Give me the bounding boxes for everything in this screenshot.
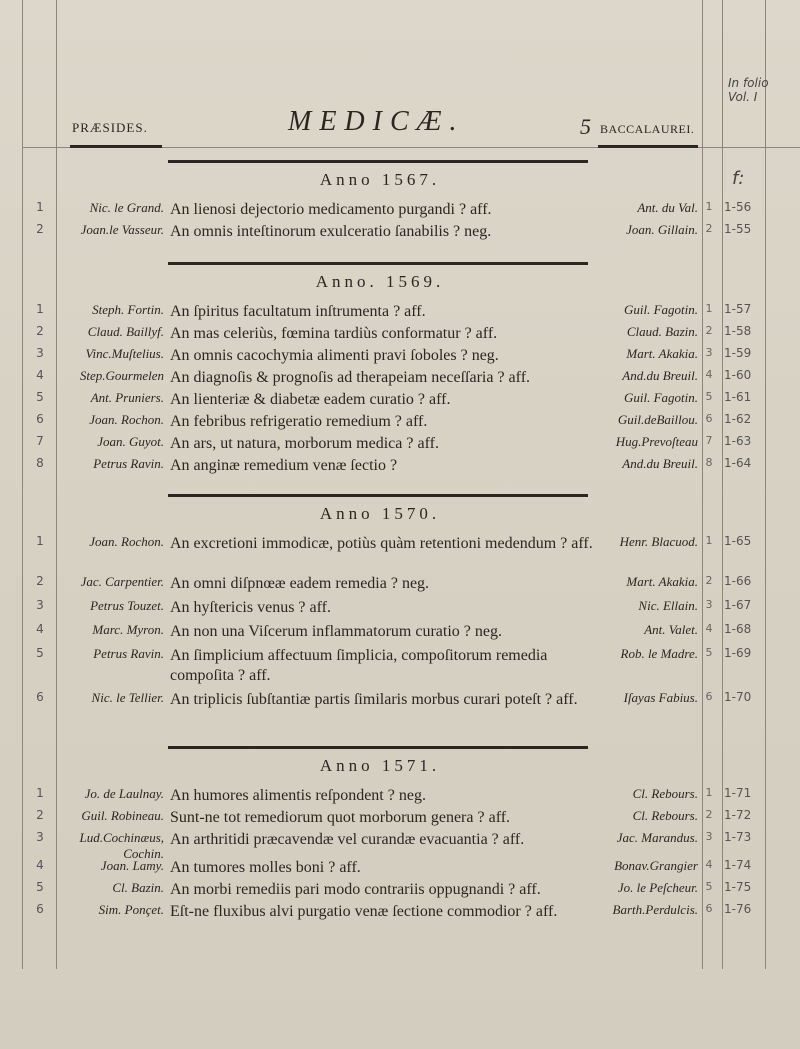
row-number: 6 (36, 412, 44, 426)
praeses-name: Petrus Ravin. (93, 646, 164, 661)
folio-mark: 1-66 (724, 574, 752, 588)
row-number: 5 (36, 880, 44, 894)
praeses-name: Cl. Bazin. (112, 880, 164, 895)
baccalaurei-heading: BACCALAUREI. (600, 122, 695, 136)
row-number: 5 (36, 646, 44, 660)
thesis-question: An humores alimentis reſpondent ? neg. (170, 787, 426, 804)
row-reference: 2 (705, 808, 713, 821)
section-rule (168, 746, 588, 749)
baccalaureus-name: Claud. Bazin. (626, 324, 698, 339)
row-number: 3 (36, 598, 44, 612)
row-reference: 5 (705, 390, 713, 403)
table-row (0, 302, 800, 324)
table-row (0, 690, 800, 712)
folio-mark: 1-68 (724, 622, 752, 636)
page-title: MEDICÆ. (288, 106, 465, 137)
folio-heading: f: (732, 168, 745, 189)
baccalaureus-name: Guil. Fagotin. (623, 390, 698, 405)
praeses-name: Joan. Lamy. (100, 858, 164, 873)
row-reference: 1 (705, 534, 713, 547)
year-heading: Anno 1571. (319, 756, 441, 775)
thesis-question: An lienteriæ & diabetæ eadem curatio ? aff. (170, 391, 451, 408)
table-row (0, 200, 800, 222)
baccalaureus-name: Cl. Rebours. (632, 808, 698, 823)
folio-mark: 1-55 (724, 222, 752, 236)
row-number: 1 (36, 534, 44, 548)
baccalaureus-name: Ant. Valet. (644, 622, 698, 637)
table-row (0, 646, 800, 684)
thesis-question: An ars, ut natura, morborum medica ? aff. (170, 435, 439, 452)
table-row (0, 324, 800, 346)
praeses-name: Jac. Carpentier. (80, 574, 164, 589)
baccalaureus-name: Guil.deBaillou. (617, 412, 698, 427)
header-rule-right (598, 145, 698, 148)
table-row (0, 368, 800, 390)
folio-mark: 1-63 (724, 434, 752, 448)
row-number: 8 (36, 456, 44, 470)
praeses-name: Vinc.Muſtelius. (85, 346, 164, 361)
folio-mark: 1-62 (724, 412, 752, 426)
thesis-question: An ſimplicium affectuum ſimplicia, compoſitorum remedia compoſita ? aff. (170, 647, 548, 684)
row-reference: 3 (705, 830, 713, 843)
folio-mark: 1-60 (724, 368, 752, 382)
row-number: 3 (36, 830, 44, 844)
row-number: 4 (36, 368, 44, 382)
table-row (0, 534, 800, 556)
table-row (0, 574, 800, 596)
thesis-question: An lienosi dejectorio medicamento purgandi ? aff. (170, 201, 492, 218)
row-reference: 4 (705, 858, 713, 871)
baccalaureus-name: Rob. le Madre. (620, 646, 698, 661)
row-number: 2 (36, 222, 44, 236)
row-number: 1 (36, 302, 44, 316)
baccalaureus-name: Ant. du Val. (637, 200, 698, 215)
table-row (0, 598, 800, 620)
folio-mark: 1-74 (724, 858, 752, 872)
folio-mark: 1-67 (724, 598, 752, 612)
praesides-heading: PRÆSIDES. (72, 120, 148, 135)
row-reference: 2 (705, 324, 713, 337)
baccalaureus-name: Jo. le Peſcheur. (617, 880, 698, 895)
baccalaureus-name: Guil. Fagotin. (623, 302, 698, 317)
folio-mark: 1-73 (724, 830, 752, 844)
thesis-question: Eſt-ne fluxibus alvi purgatio venæ ſectione commodior ? aff. (170, 903, 558, 920)
praeses-name: Joan. Guyot. (97, 434, 164, 449)
thesis-question: An hyſtericis venus ? aff. (170, 599, 331, 616)
praeses-name: Sim. Ponçet. (98, 902, 164, 917)
folio-mark: 1-72 (724, 808, 752, 822)
thesis-question: An febribus refrigeratio remedium ? aff. (170, 413, 428, 430)
praeses-name: Step.Gourmelen (79, 368, 164, 383)
row-reference: 2 (705, 222, 713, 235)
year-heading: Anno. 1569. (315, 272, 445, 291)
table-row (0, 830, 800, 861)
praeses-name: Jo. de Laulnay. (84, 786, 164, 801)
thesis-question: An omni diſpnœæ eadem remedia ? neg. (170, 575, 430, 592)
thesis-question: An anginæ remedium venæ ſectio ? (170, 457, 398, 474)
praeses-name: Ant. Pruniers. (90, 390, 164, 405)
row-number: 7 (36, 434, 44, 448)
row-reference: 3 (705, 598, 713, 611)
folio-mark: 1-58 (724, 324, 752, 338)
baccalaureus-name: And.du Breuil. (622, 456, 698, 471)
table-row (0, 786, 800, 808)
baccalaureus-name: Nic. Ellain. (638, 598, 698, 613)
praeses-name: Claud. Baillyf. (87, 324, 164, 339)
row-number: 2 (36, 324, 44, 338)
thesis-question: An morbi remediis pari modo contrariis oppugnandi ? aff. (170, 881, 541, 898)
row-reference: 4 (705, 622, 713, 635)
thesis-question: An diagnoſis & prognoſis ad therapeiam neceſſaria ? aff. (170, 369, 531, 386)
praeses-name: Marc. Myron. (92, 622, 164, 637)
folio-mark: 1-70 (724, 690, 752, 704)
table-row (0, 808, 800, 830)
praeses-name: Joan.le Vasseur. (80, 222, 164, 237)
table-row (0, 880, 800, 902)
row-number: 6 (36, 690, 44, 704)
folio-mark: 1-59 (724, 346, 752, 360)
row-reference: 4 (705, 368, 713, 381)
baccalaureus-name: Mart. Akakia. (626, 346, 698, 361)
praeses-name: Joan. Rochon. (89, 412, 164, 427)
row-reference: 6 (705, 412, 713, 425)
row-number: 2 (36, 808, 44, 822)
baccalaureus-name: Henr. Blacuod. (619, 534, 698, 549)
baccalaureus-name: Cl. Rebours. (632, 786, 698, 801)
folio-mark: 1-56 (724, 200, 752, 214)
folio-mark: 1-71 (724, 786, 752, 800)
baccalaureus-name: Mart. Akakia. (626, 574, 698, 589)
header-rule-left (70, 145, 162, 148)
row-number: 2 (36, 574, 44, 588)
praeses-name: Lud.Cochinæus, Cochin. (79, 830, 164, 861)
row-reference: 1 (705, 200, 713, 213)
baccalaureus-name: And.du Breuil. (622, 368, 698, 383)
baccalaureus-name: Hug.Prevoſteau (615, 434, 698, 449)
page-number: 5 (580, 114, 591, 139)
folio-mark: 1-76 (724, 902, 752, 916)
handwritten-annotation: In folio Vol. I (728, 76, 769, 104)
folio-mark: 1-57 (724, 302, 752, 316)
thesis-question: Sunt-ne tot remediorum quot morborum genera ? aff. (170, 809, 511, 826)
table-row (0, 412, 800, 434)
praeses-name: Petrus Ravin. (93, 456, 164, 471)
section-rule (168, 494, 588, 497)
praeses-name: Guil. Robineau. (81, 808, 164, 823)
table-row (0, 858, 800, 880)
row-reference: 2 (705, 574, 713, 587)
baccalaureus-name: Iſayas Fabius. (623, 690, 698, 705)
baccalaureus-name: Bonav.Grangier (614, 858, 698, 873)
table-row (0, 434, 800, 456)
thesis-question: An tumores molles boni ? aff. (170, 859, 361, 876)
thesis-question: An omnis inteſtinorum exulceratio ſanabilis ? neg. (170, 223, 492, 240)
praeses-name: Nic. le Tellier. (91, 690, 164, 705)
folio-mark: 1-75 (724, 880, 752, 894)
row-reference: 8 (705, 456, 713, 469)
table-row (0, 902, 800, 924)
praeses-name: Steph. Fortin. (92, 302, 164, 317)
thesis-question: An arthritidi præcavendæ vel curandæ evacuantia ? aff. (170, 831, 525, 848)
thesis-question: An triplicis ſubſtantiæ partis ſimilaris morbus curari poteſt ? aff. (170, 691, 578, 708)
row-reference: 5 (705, 880, 713, 893)
row-number: 1 (36, 200, 44, 214)
row-number: 3 (36, 346, 44, 360)
folio-mark: 1-64 (724, 456, 752, 470)
row-reference: 6 (705, 902, 713, 915)
baccalaureus-name: Barth.Perdulcis. (612, 902, 698, 917)
praeses-name: Joan. Rochon. (89, 534, 164, 549)
year-heading: Anno 1567. (319, 170, 441, 189)
baccalaureus-name: Jac. Marandus. (616, 830, 698, 845)
praeses-name: Nic. le Grand. (89, 200, 164, 215)
row-reference: 5 (705, 646, 713, 659)
row-reference: 1 (705, 786, 713, 799)
row-reference: 7 (705, 434, 713, 447)
row-reference: 6 (705, 690, 713, 703)
row-reference: 3 (705, 346, 713, 359)
table-row (0, 222, 800, 244)
section-rule (168, 160, 588, 163)
table-row (0, 622, 800, 644)
table-row (0, 390, 800, 412)
thesis-question: An excretioni immodicæ, potiùs quàm retentioni medendum ? aff. (170, 535, 593, 552)
row-number: 6 (36, 902, 44, 916)
thesis-question: An ſpiritus facultatum inſtrumenta ? aff. (170, 303, 426, 320)
thesis-question: An mas celeriùs, fœmina tardiùs conformatur ? aff. (170, 325, 498, 342)
year-heading: Anno 1570. (319, 504, 441, 523)
folio-mark: 1-65 (724, 534, 752, 548)
praeses-name: Petrus Touzet. (90, 598, 164, 613)
row-number: 4 (36, 622, 44, 636)
row-reference: 1 (705, 302, 713, 315)
row-number: 4 (36, 858, 44, 872)
thesis-question: An omnis cacochymia alimenti pravi ſoboles ? neg. (170, 347, 499, 364)
folio-mark: 1-69 (724, 646, 752, 660)
row-number: 1 (36, 786, 44, 800)
thesis-question: An non una Viſcerum inflammatorum curatio ? neg. (170, 623, 502, 640)
folio-mark: 1-61 (724, 390, 752, 404)
row-number: 5 (36, 390, 44, 404)
table-row (0, 456, 800, 478)
table-row (0, 346, 800, 368)
section-rule (168, 262, 588, 265)
baccalaureus-name: Joan. Gillain. (626, 222, 698, 237)
